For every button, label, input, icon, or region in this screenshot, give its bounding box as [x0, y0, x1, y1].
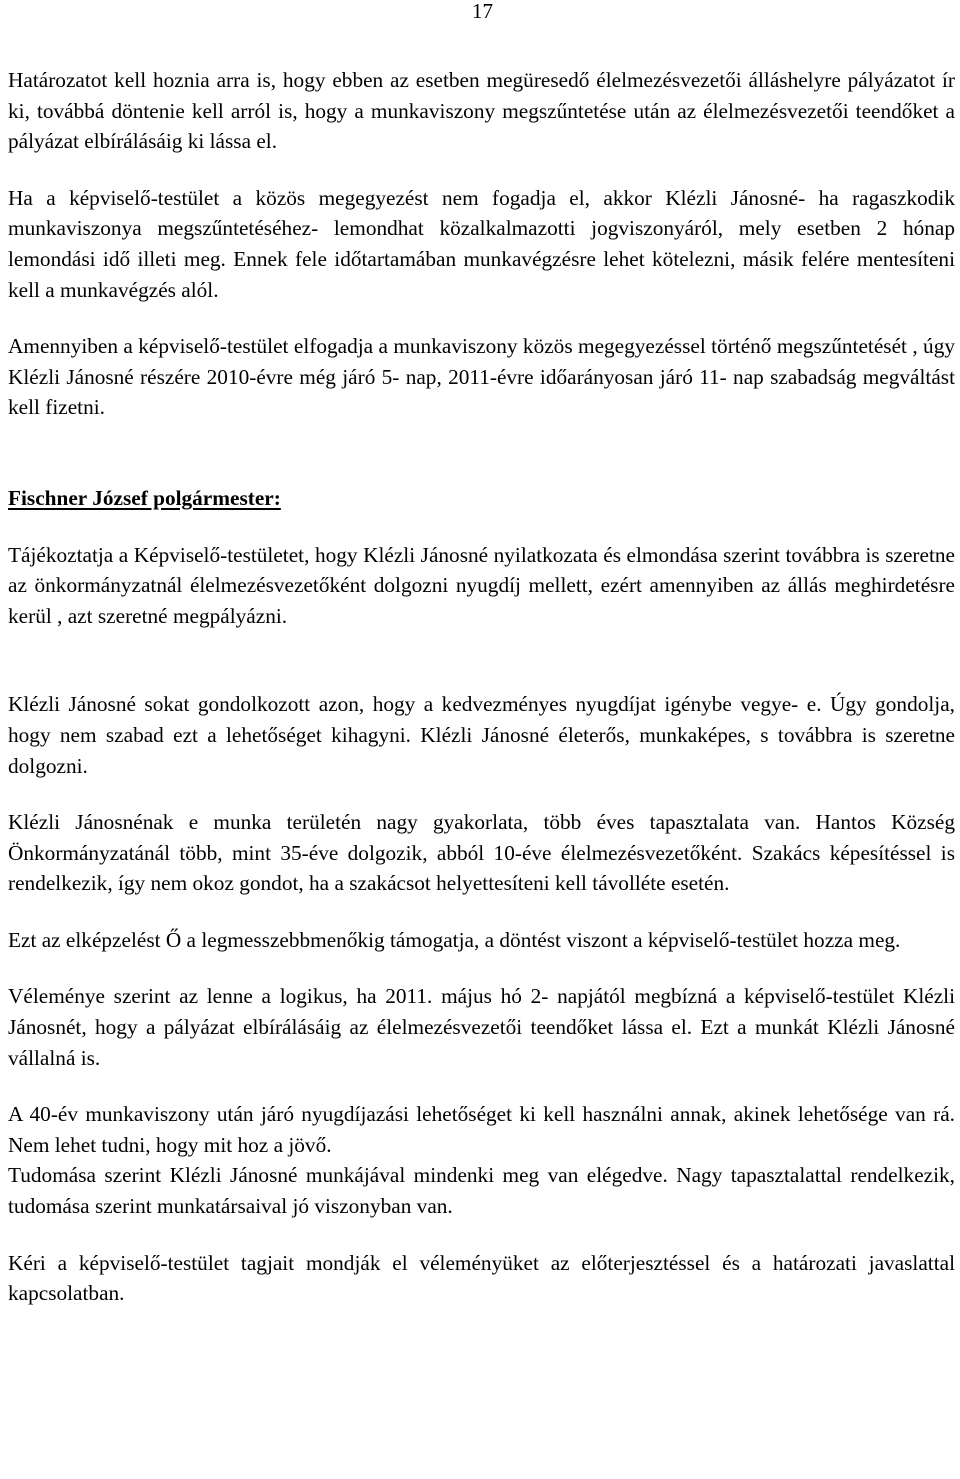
document-body	[8, 65, 955, 1309]
paragraph-retirement: A 40-év munkaviszony után járó nyugdíjazási lehetőséget ki kell használni annak, akinek lehetősége van rá. Nem lehet tudni, hogy mit hoz a jövő.	[8, 1102, 955, 1157]
paragraph-support: Ezt az elképzelést Ő a legmesszebbmenőkig támogatja, a döntést viszont a képviselő-testület hozza meg.	[8, 927, 901, 952]
paragraph-proposal: Véleménye szerint az lenne a logikus, ha 2011. május hó 2- napjától megbízná a képviselő-testület Klézli Jánosnét, hogy a pályázat elbírálásáig az élelmezésvezetői teendőket lássa el. Ezt a munkát Klézli Jánosné vállalná is.	[8, 984, 955, 1070]
speaker-heading: Fischner József polgármester:	[8, 485, 281, 510]
paragraph-pension-decision: Klézli Jánosné sokat gondolkozott azon, hogy a kedvezményes nyugdíjat igénybe vegye- e. Úgy gondolja, hogy nem szabad ezt a lehetőséget kihagyni. Klézli Jánosné életerős, munkaképes, s továbbra is szeretne dolgozni.	[8, 692, 955, 778]
paragraph-resolution-vacancy: Határozatot kell hoznia arra is, hogy ebben az esetben megüresedő élelmezésvezetői álláshelyre pályázatot ír ki, továbbá döntenie kell arról is, hogy a munkaviszony megszűntetése után az élelmezésvezetői teendőket a pályázat elbírálásáig ki lássa el.	[8, 68, 955, 154]
paragraph-colleagues: Tudomása szerint Klézli Jánosné munkájával mindenki meg van elégedve. Nagy tapasztalattal rendelkezik, tudomása szerint munkatársaival jó viszonyban van.	[8, 1163, 955, 1219]
page-number: 17	[472, 0, 493, 23]
paragraph-experience: Klézli Jánosnénak e munka területén nagy gyakorlata, több éves tapasztalata van. Hantos Község Önkormányzatánál több, mint 35-éve dolgozik, abból 10-éve élelmezésvezetőként. Szakács képesítéssel is rendelkezik, így nem okoz gondot, ha a szakácsot helyettesíteni kell távolléte esetén.	[8, 810, 955, 896]
paragraph-leave-compensation: Amennyiben a képviselő-testület elfogadja a munkaviszony közös megegyezéssel történő megszűntetését , úgy Klézli Jánosné részére 2010-évre még járó 5- nap, 2011-évre időarányosan járó 11- nap szabadság megváltást kell fizetni.	[8, 334, 955, 420]
paragraph-mayor-statement: Tájékoztatja a Képviselő-testületet, hogy Klézli Jánosné nyilatkozata és elmondása szerint továbbra is szeretne az önkormányzatnál élelmezésvezetőként dolgozni nyugdíj mellett, ezért amennyiben az állás meghirdetésre kerül , azt szeretné megpályázni.	[8, 542, 955, 628]
paragraph-resignation-option: Ha a képviselő-testület a közös megegyezést nem fogadja el, akkor Klézli Jánosné- ha ragaszkodik munkaviszonya megszűntetéséhez- lemondhat közalkalmazotti jogviszonyáról, mely esetben 2 hónap lemondási idő illeti meg. Ennek fele időtartamában munkavégzésre lehet kötelezni, másik felére mentesíteni kell a munkavégzés alól.	[8, 185, 955, 302]
paragraph-request-opinion: Kéri a képviselő-testület tagjait mondják el véleményüket az előterjesztéssel és a határozati javaslattal kapcsolatban.	[8, 1250, 955, 1306]
